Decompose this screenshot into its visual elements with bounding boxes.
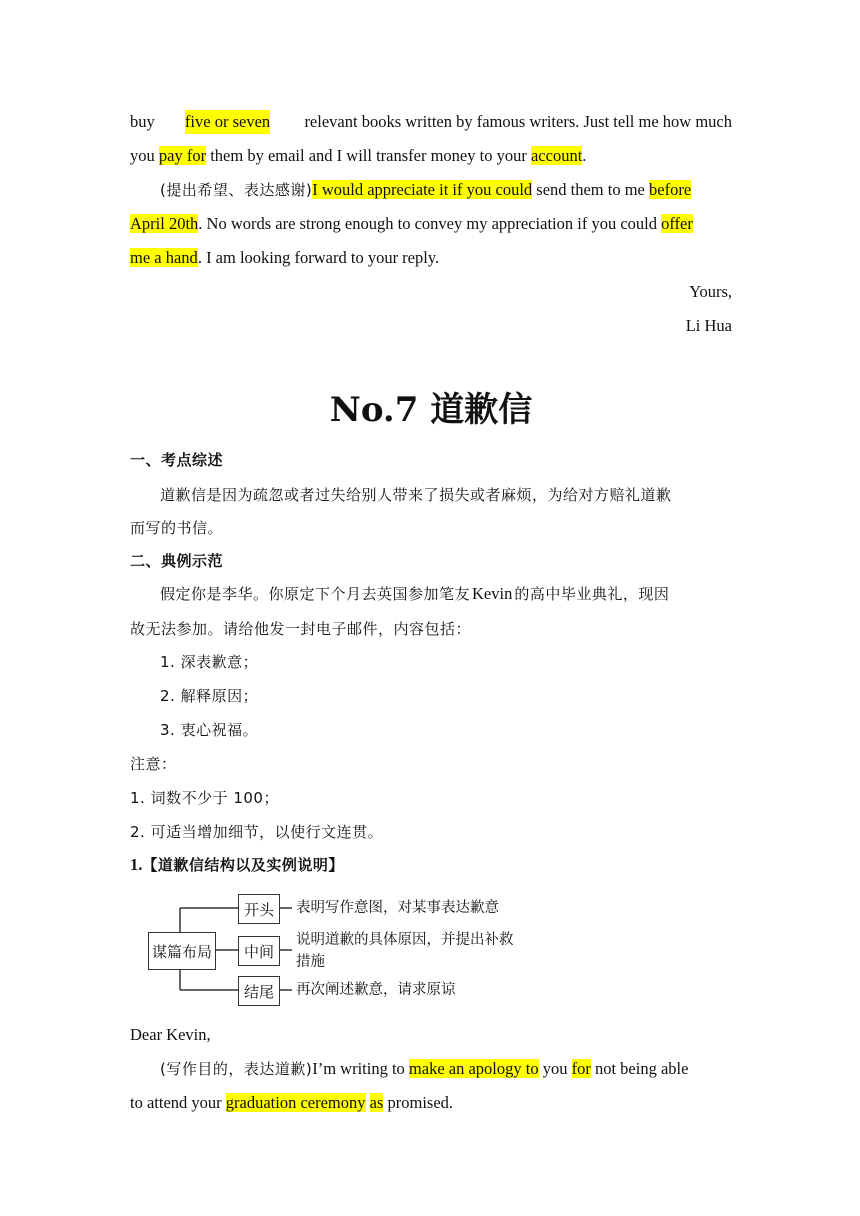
section2-heading: 二、典例示范 — [130, 552, 224, 570]
text: not being able — [590, 1059, 689, 1078]
highlight: five or seven — [185, 110, 270, 134]
highlight: pay for — [158, 146, 207, 165]
highlight: I would appreciate it if you could — [312, 180, 533, 199]
highlight: offer — [661, 214, 693, 233]
highlight: graduation ceremony — [225, 1093, 366, 1112]
chinese-annotation: (写作目的，表达道歉) — [160, 1060, 313, 1078]
diagram-desc-middle: 说明道歉的具体原因，并提出补救 — [296, 932, 514, 948]
text: to attend your — [130, 1093, 226, 1112]
letter1-line-4 — [130, 212, 732, 236]
text: 的高中毕业典礼，现因 — [514, 585, 670, 603]
chinese-annotation: (提出希望、表达感谢) — [160, 181, 313, 199]
text: I’m writing to — [312, 1059, 409, 1078]
text: them by email and I will transfer money to your — [206, 146, 531, 165]
note-item: 2. 可适当增加细节，以使行文连贯。 — [130, 823, 384, 841]
highlight: before — [649, 180, 692, 199]
letter1-line-3 — [130, 178, 732, 202]
note-label: 注意： — [130, 755, 177, 773]
text: you — [130, 146, 159, 165]
structure-heading — [130, 853, 732, 877]
text: you — [538, 1059, 572, 1078]
letter2-line-1 — [130, 1057, 732, 1081]
highlight: April 20th — [130, 214, 199, 233]
list-item: 3. 衷心祝福。 — [160, 721, 259, 739]
note-item: 1. 词数不少于 100； — [130, 789, 279, 807]
text: 道歉信是因为疏忽或者过失给别人带来了损失或者麻烦，为给对方赔礼道歉 — [160, 486, 672, 504]
diagram-desc-ending: 再次阐述歉意，请求原谅 — [296, 982, 456, 998]
text: 假定你是李华。你原定下个月去英国参加笔友 — [160, 585, 471, 603]
section-title: No.7 道歉信 — [329, 390, 533, 430]
letter1-line-5 — [130, 246, 732, 270]
structure-diagram — [140, 890, 540, 1010]
section1-paragraph-line-1 — [130, 483, 732, 507]
text: . — [582, 146, 587, 165]
diagram-node-ending: 结尾 — [238, 976, 280, 1006]
letter1-line-1 — [130, 110, 732, 134]
text: promised. — [383, 1093, 454, 1112]
heading-number: 1. — [130, 855, 143, 874]
section1-paragraph-line-2: 而写的书信。 — [130, 519, 224, 537]
heading-text: 【道歉信结构以及实例说明】 — [142, 856, 344, 874]
list-item: 1. 深表歉意； — [160, 653, 259, 671]
letter1-line-2 — [130, 144, 732, 168]
diagram-desc-opening: 表明写作意图，对某事表达歉意 — [296, 900, 499, 916]
section1-heading: 一、考点综述 — [130, 451, 224, 469]
section2-paragraph-line-1 — [130, 582, 732, 606]
text: buy — [130, 112, 155, 131]
highlight: for — [571, 1059, 591, 1078]
text: send them to me — [532, 180, 650, 199]
section2-paragraph-line-2: 故无法参加。请给他发一封电子邮件，内容包括： — [130, 620, 472, 638]
highlight: as — [369, 1093, 384, 1112]
diagram-root: 谋篇布局 — [148, 932, 216, 970]
text: relevant books written by famous writers. Just tell me how much — [300, 112, 732, 131]
list-item: 2. 解释原因； — [160, 687, 259, 705]
diagram-desc-middle-2: 措施 — [296, 954, 325, 970]
highlight: account — [530, 146, 583, 165]
signature: Li Hua — [685, 316, 732, 335]
text: . No words are strong enough to convey my appreciation if you could — [198, 214, 662, 233]
text: . I am looking forward to your reply. — [197, 248, 440, 267]
diagram-node-middle: 中间 — [238, 936, 280, 966]
highlight: make an apology to — [408, 1059, 539, 1078]
salutation: Dear Kevin, — [130, 1025, 211, 1044]
highlight: me a hand — [130, 248, 198, 267]
diagram-node-opening: 开头 — [238, 894, 280, 924]
letter2-line-2 — [130, 1091, 732, 1115]
closing: Yours, — [689, 282, 732, 301]
name: Kevin — [472, 584, 513, 603]
